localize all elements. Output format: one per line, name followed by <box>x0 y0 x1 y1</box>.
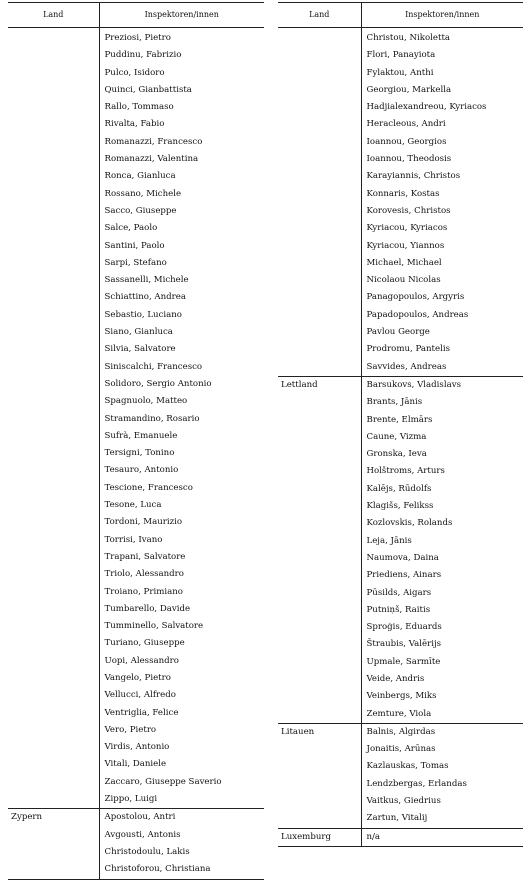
country-cell <box>278 758 361 775</box>
country-cell <box>8 220 99 237</box>
country-cell <box>278 671 361 688</box>
table-row <box>278 255 523 272</box>
country-cell <box>278 359 361 377</box>
table-row <box>278 567 523 584</box>
country-cell <box>278 134 361 151</box>
table-row <box>278 99 523 116</box>
inspector-name-cell: Ioannou, Georgios <box>366 136 447 147</box>
inspector-name-cell: Karayiannis, Christos <box>366 171 461 182</box>
table-row <box>278 376 523 394</box>
inspector-name-cell: Spagnuolo, Matteo <box>104 396 188 407</box>
inspector-name-cell: Caune, Vizma <box>366 431 427 442</box>
inspector-name-cell: Veinbergs, Miks <box>366 691 437 702</box>
inspector-name-cell: Stramandino, Rosario <box>104 413 200 424</box>
country-cell <box>8 186 99 203</box>
country-cell <box>8 82 99 99</box>
inspector-name-cell: Barsukovs, Vladislavs <box>361 376 523 394</box>
country-cell <box>8 203 99 220</box>
inspector-name-cell: Korovesis, Christos <box>366 205 451 216</box>
table-row <box>278 463 523 480</box>
table-row <box>8 809 264 827</box>
inspector-name-cell: Brente, Elmārs <box>366 414 433 425</box>
table-row <box>278 706 523 724</box>
inspector-name-cell: Romanazzi, Valentina <box>104 154 199 165</box>
table-row <box>278 498 523 515</box>
table-row <box>8 186 264 203</box>
country-cell <box>278 341 361 358</box>
inspector-name-cell: Puddinu, Fabrizio <box>104 50 182 61</box>
inspector-name-cell: Zaccaro, Giuseppe Saverio <box>104 776 222 787</box>
inspector-name-cell: Pūsilds, Aigars <box>366 587 432 598</box>
table-row <box>8 151 264 168</box>
table-row <box>8 341 264 358</box>
table-row <box>278 65 523 82</box>
inspector-name-cell: Panagopoulos, Argyris <box>366 292 465 303</box>
table-row <box>278 168 523 185</box>
country-cell <box>278 619 361 636</box>
inspector-name-cell: Zartun, Vitalij <box>366 813 428 824</box>
inspector-name-cell: Sebastio, Luciano <box>104 309 182 320</box>
table-row <box>8 791 264 809</box>
inspector-name-cell: Virdis, Antonio <box>104 742 170 753</box>
country-cell <box>8 844 99 861</box>
country-cell <box>278 116 361 133</box>
country-cell <box>8 376 99 393</box>
country-cell <box>8 756 99 773</box>
land-column-header: Land <box>278 3 361 28</box>
inspector-name-cell: Georgiou, Markella <box>366 84 452 95</box>
country-cell <box>8 601 99 618</box>
country-cell <box>8 324 99 341</box>
table-row <box>8 653 264 670</box>
table-row <box>278 758 523 775</box>
table-row <box>8 861 264 879</box>
table-row <box>278 272 523 289</box>
table-row <box>8 566 264 583</box>
table-row <box>8 827 264 844</box>
table-row <box>278 688 523 705</box>
table-row <box>8 601 264 618</box>
table-row <box>278 776 523 793</box>
country-cell <box>8 480 99 497</box>
table-row <box>8 774 264 791</box>
country-cell <box>8 497 99 514</box>
country-cell <box>278 99 361 116</box>
country-cell <box>8 549 99 566</box>
inspector-name-cell: Tordoni, Maurizio <box>104 517 183 528</box>
inspector-name-cell: Priediens, Ainars <box>366 570 442 581</box>
inspector-name-cell: Zemture, Viola <box>366 708 432 719</box>
table-row <box>8 532 264 549</box>
inspector-name-cell: Sarpi, Stefano <box>104 257 167 268</box>
table-row <box>8 584 264 601</box>
inspector-name-cell: Silvia, Salvatore <box>104 344 176 355</box>
table-row <box>278 220 523 237</box>
table-row <box>278 533 523 550</box>
inspector-name-cell: Kazlauskas, Tomas <box>366 761 449 772</box>
table-row <box>278 307 523 324</box>
country-cell <box>8 687 99 704</box>
country-cell <box>278 776 361 793</box>
inspector-name-cell: Kyriacou, Kyriacos <box>366 223 448 234</box>
inspector-name-cell: Romanazzi, Francesco <box>104 136 203 147</box>
table-row <box>278 723 523 741</box>
table-row <box>8 324 264 341</box>
country-cell <box>8 428 99 445</box>
inspector-name-cell: Preziosi, Pietro <box>104 33 171 43</box>
country-cell <box>278 272 361 289</box>
table-row <box>8 28 264 48</box>
table-row <box>278 828 523 846</box>
inspector-name-cell: Lendzbergas, Erlandas <box>366 778 467 789</box>
table-row <box>8 238 264 255</box>
inspector-name-cell: Brants, Jānis <box>366 397 423 408</box>
table-row <box>8 411 264 428</box>
country-cell <box>8 116 99 133</box>
inspector-name-cell: Avgousti, Antonis <box>104 829 181 840</box>
country-cell <box>278 82 361 99</box>
inspector-name-cell: Zippo, Luigi <box>104 794 158 805</box>
country-cell <box>278 481 361 498</box>
table-row <box>8 307 264 324</box>
inspector-name-cell: Tumminello, Salvatore <box>104 621 204 632</box>
country-cell <box>8 65 99 82</box>
country-cell <box>8 28 99 48</box>
country-cell <box>278 741 361 758</box>
inspector-name-cell: n/a <box>361 828 523 846</box>
country-cell <box>8 307 99 324</box>
inspector-name-cell: Solidoro, Sergio Antonio <box>104 378 212 389</box>
inspector-name-cell: Triolo, Alessandro <box>104 569 184 580</box>
country-cell <box>8 861 99 879</box>
inspector-name-cell: Tersigni, Tonino <box>104 448 175 459</box>
inspector-name-cell: Christoforou, Christiana <box>99 861 264 879</box>
country-cell <box>278 65 361 82</box>
inspector-name-cell: Ronca, Gianluca <box>104 171 176 182</box>
country-cell <box>278 324 361 341</box>
inspector-name-cell: Papadopoulos, Andreas <box>366 309 469 320</box>
country-cell <box>8 341 99 358</box>
inspector-name-cell: Vaitkus, Giedrius <box>366 796 441 807</box>
inspector-name-cell: Rallo, Tommaso <box>104 102 174 113</box>
right-table-body <box>278 28 523 847</box>
table-row <box>278 602 523 619</box>
country-cell <box>278 151 361 168</box>
inspector-name-cell: Ioannou, Theodosis <box>366 154 452 165</box>
inspector-name-cell: Turiano, Giuseppe <box>104 638 185 649</box>
inspector-name-cell: Sproģis, Eduards <box>366 622 442 633</box>
inspector-name-cell: Rossano, Michele <box>104 188 182 199</box>
table-row <box>278 116 523 133</box>
inspector-name-cell: Konnaris, Kostas <box>366 188 440 199</box>
table-row <box>8 549 264 566</box>
inspector-name-cell: Sufrà, Emanuele <box>104 430 178 441</box>
table-row <box>278 654 523 671</box>
inspector-name-cell: Nicolaou Nicolas <box>366 275 441 286</box>
country-cell <box>8 168 99 185</box>
country-cell <box>278 706 361 724</box>
country-cell <box>278 186 361 203</box>
table-row <box>278 741 523 758</box>
country-cell <box>278 636 361 653</box>
right-inspector-table <box>278 2 523 847</box>
country-cell <box>278 446 361 463</box>
inspector-name-cell: Tumbarello, Davide <box>104 603 191 614</box>
table-row <box>8 462 264 479</box>
country-cell <box>278 47 361 64</box>
inspector-name-cell: Hadjialexandreou, Kyriacos <box>366 102 487 113</box>
table-row <box>278 550 523 567</box>
table-row <box>278 341 523 358</box>
country-cell: Zypern <box>8 809 99 827</box>
table-row <box>8 480 264 497</box>
table-row <box>278 238 523 255</box>
table-row <box>278 82 523 99</box>
inspectors-column-header: Inspektoren/innen <box>99 3 264 28</box>
table-row <box>8 47 264 64</box>
table-row <box>278 47 523 64</box>
country-cell <box>8 653 99 670</box>
table-row <box>8 618 264 635</box>
inspector-name-cell: Michael, Michael <box>366 257 442 268</box>
table-row <box>8 359 264 376</box>
table-row <box>278 289 523 306</box>
inspector-name-cell: Pulco, Isidoro <box>104 67 165 78</box>
inspector-name-cell: Balnis, Algirdas <box>361 723 523 741</box>
table-row <box>8 497 264 514</box>
table-header-row <box>278 3 523 28</box>
table-row <box>278 481 523 498</box>
country-cell <box>278 463 361 480</box>
land-column-header: Land <box>8 3 99 28</box>
country-cell <box>278 567 361 584</box>
inspector-name-cell: Torrisi, Ivano <box>104 534 163 545</box>
table-row <box>8 168 264 185</box>
inspector-name-cell: Tesauro, Antonio <box>104 465 179 476</box>
inspector-name-cell: Vangelo, Pietro <box>104 672 171 683</box>
table-row <box>8 134 264 151</box>
country-cell <box>278 688 361 705</box>
country-cell <box>8 514 99 531</box>
inspector-name-cell: Salce, Paolo <box>104 223 158 234</box>
country-cell <box>278 238 361 255</box>
table-row <box>278 810 523 828</box>
country-cell <box>8 289 99 306</box>
table-row <box>278 515 523 532</box>
table-row <box>278 446 523 463</box>
country-cell <box>8 238 99 255</box>
country-cell <box>8 739 99 756</box>
table-row <box>8 756 264 773</box>
table-row <box>278 28 523 48</box>
country-cell: Lettland <box>278 376 361 394</box>
table-row <box>8 220 264 237</box>
country-cell <box>8 47 99 64</box>
inspector-name-cell: Vero, Pietro <box>104 724 157 735</box>
table-row <box>8 376 264 393</box>
inspector-name-cell: Prodromu, Pantelis <box>366 344 450 355</box>
table-row <box>278 585 523 602</box>
country-cell <box>278 533 361 550</box>
table-row <box>278 151 523 168</box>
inspector-name-cell: Štraubis, Valērijs <box>366 639 442 650</box>
left-table-body <box>8 28 264 880</box>
country-cell <box>278 203 361 220</box>
country-cell <box>8 827 99 844</box>
table-row <box>278 203 523 220</box>
country-cell <box>278 28 361 48</box>
country-cell <box>8 445 99 462</box>
table-row <box>8 116 264 133</box>
country-cell <box>278 585 361 602</box>
inspector-name-cell: Sacco, Giuseppe <box>104 205 177 216</box>
table-row <box>8 82 264 99</box>
inspector-name-cell: Vellucci, Alfredo <box>104 690 176 701</box>
country-cell <box>278 289 361 306</box>
country-cell <box>278 412 361 429</box>
inspector-name-cell: Apostolou, Antri <box>99 809 264 827</box>
inspector-name-cell: Jonaitis, Arūnas <box>366 744 436 755</box>
table-row <box>8 203 264 220</box>
country-cell <box>8 411 99 428</box>
inspector-name-cell: Tescione, Francesco <box>104 482 193 493</box>
table-row <box>278 394 523 411</box>
table-row <box>8 272 264 289</box>
country-cell <box>8 774 99 791</box>
table-row <box>8 393 264 410</box>
table-row <box>8 65 264 82</box>
table-row <box>8 687 264 704</box>
inspector-name-cell: Uopi, Alessandro <box>104 655 179 666</box>
country-cell <box>8 532 99 549</box>
table-row <box>278 359 523 377</box>
table-row <box>278 671 523 688</box>
inspector-name-cell: Upmale, Sarmīte <box>366 656 441 667</box>
country-cell <box>8 618 99 635</box>
inspector-name-cell: Siniscalchi, Francesco <box>104 361 203 372</box>
country-cell <box>278 793 361 810</box>
inspector-name-cell: Naumova, Daina <box>366 552 439 563</box>
country-cell <box>278 810 361 828</box>
country-cell <box>8 705 99 722</box>
left-inspector-table <box>8 2 264 880</box>
country-cell <box>278 168 361 185</box>
country-cell <box>8 272 99 289</box>
country-cell <box>8 151 99 168</box>
country-cell <box>278 429 361 446</box>
country-cell <box>278 220 361 237</box>
country-cell <box>8 670 99 687</box>
table-row <box>8 255 264 272</box>
inspector-name-cell: Savvides, Andreas <box>366 361 447 372</box>
table-row <box>278 619 523 636</box>
country-cell <box>278 307 361 324</box>
table-row <box>278 793 523 810</box>
inspector-name-cell: Fylaktou, Anthi <box>366 67 434 78</box>
table-row <box>8 844 264 861</box>
country-cell <box>8 566 99 583</box>
country-cell <box>8 584 99 601</box>
inspector-name-cell: Quinci, Gianbattista <box>104 84 192 95</box>
inspector-name-cell: Tesone, Luca <box>104 500 162 511</box>
table-row <box>278 324 523 341</box>
country-cell <box>278 255 361 272</box>
country-cell <box>278 602 361 619</box>
inspector-name-cell: Kalējs, Rūdolfs <box>366 483 432 494</box>
inspector-name-cell: Christou, Nikoletta <box>366 33 451 43</box>
country-cell <box>8 134 99 151</box>
country-cell <box>278 394 361 411</box>
inspector-name-cell: Vitali, Daniele <box>104 759 167 770</box>
country-cell <box>8 99 99 116</box>
table-row <box>8 445 264 462</box>
country-cell <box>8 791 99 809</box>
country-cell: Luxemburg <box>278 828 361 846</box>
inspector-name-cell: Klagišs, Felikss <box>366 501 434 512</box>
country-cell <box>278 654 361 671</box>
country-cell: Litauen <box>278 723 361 741</box>
table-row <box>278 636 523 653</box>
inspectors-column-header: Inspektoren/innen <box>361 3 523 28</box>
table-row <box>278 412 523 429</box>
table-row <box>8 705 264 722</box>
country-cell <box>278 550 361 567</box>
country-cell <box>8 255 99 272</box>
inspector-name-cell: Flori, Panayiota <box>366 50 436 61</box>
country-cell <box>278 498 361 515</box>
country-cell <box>8 393 99 410</box>
inspector-name-cell: Christodoulu, Lakis <box>104 846 190 857</box>
table-row <box>8 514 264 531</box>
table-row <box>8 99 264 116</box>
table-row <box>278 186 523 203</box>
inspector-name-cell: Heracleous, Andri <box>366 119 446 130</box>
table-row <box>8 635 264 652</box>
country-cell <box>278 515 361 532</box>
inspector-name-cell: Trapani, Salvatore <box>104 551 186 562</box>
table-row <box>278 134 523 151</box>
inspector-name-cell: Rivalta, Fabio <box>104 119 165 130</box>
table-row <box>278 429 523 446</box>
inspector-name-cell: Kozlovskis, Rolands <box>366 518 453 529</box>
country-cell <box>8 359 99 376</box>
inspector-name-cell: Sassanelli, Michele <box>104 275 189 286</box>
table-row <box>8 428 264 445</box>
inspector-name-cell: Gronska, Ieva <box>366 449 427 460</box>
table-row <box>8 739 264 756</box>
inspector-name-cell: Troiano, Primiano <box>104 586 183 597</box>
inspector-name-cell: Leja, Jānis <box>366 535 412 546</box>
country-cell <box>8 722 99 739</box>
country-cell <box>8 462 99 479</box>
inspector-name-cell: Holštroms, Arturs <box>366 466 445 477</box>
inspector-name-cell: Pavlou George <box>366 327 430 338</box>
inspector-name-cell: Veide, Andris <box>366 673 425 684</box>
country-cell <box>8 635 99 652</box>
table-row <box>8 722 264 739</box>
table-row <box>8 289 264 306</box>
inspector-name-cell: Ventriglia, Felice <box>104 707 179 718</box>
inspector-name-cell: Schiattino, Andrea <box>104 292 186 303</box>
inspector-name-cell: Kyriacou, Yiannos <box>366 240 445 251</box>
inspector-name-cell: Santini, Paolo <box>104 240 165 251</box>
table-header-row <box>8 3 264 28</box>
table-row <box>8 670 264 687</box>
inspector-name-cell: Putniņš, Raitis <box>366 604 431 615</box>
inspector-name-cell: Siano, Gianluca <box>104 327 173 338</box>
